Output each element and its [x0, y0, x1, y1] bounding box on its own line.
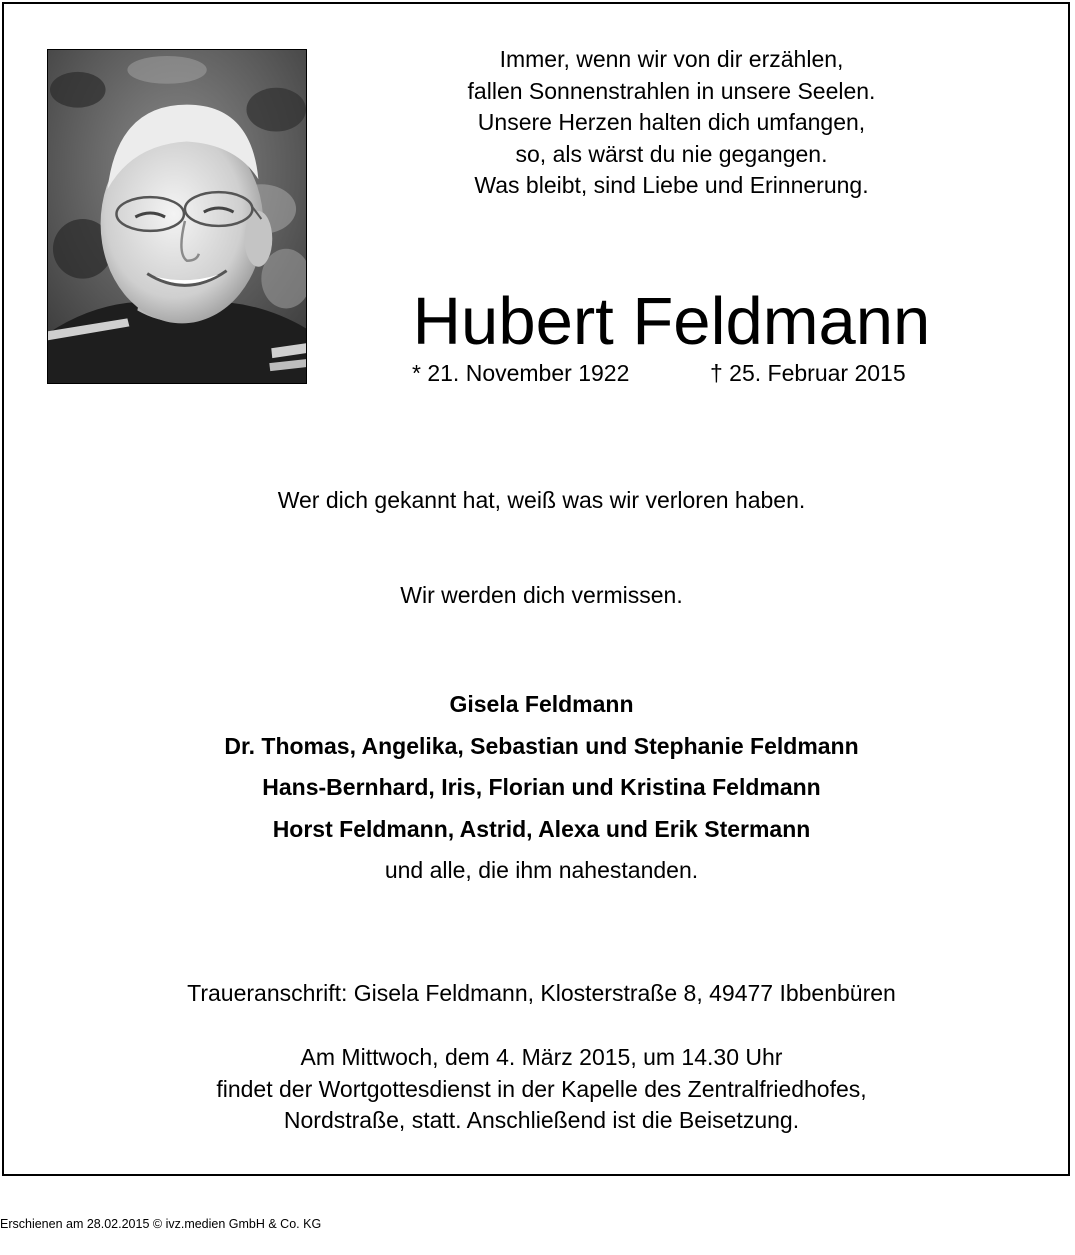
family-line: Gisela Feldmann: [449, 691, 634, 717]
family-signatures: [4, 684, 1075, 892]
service-line: findet der Wortgottesdienst in der Kapelle des Zentralfriedhofes,: [216, 1075, 867, 1102]
portrait-illustration: [48, 50, 306, 383]
service-info: [4, 1042, 1075, 1137]
family-line: Hans-Bernhard, Iris, Florian und Kristina Feldmann: [262, 774, 821, 800]
family-line: Horst Feldmann, Astrid, Alexa und Erik Stermann: [272, 815, 811, 842]
family-closing: und alle, die ihm nahestanden.: [384, 857, 699, 883]
obituary-notice: [2, 2, 1070, 1176]
publication-footer: Erschienen am 28.02.2015 © ivz.medien GmbH & Co. KG: [0, 1217, 322, 1231]
poem-line: fallen Sonnenstrahlen in unsere Seelen.: [467, 77, 876, 104]
family-line: Dr. Thomas, Angelika, Sebastian und Stephanie Feldmann: [224, 732, 859, 759]
service-line: Nordstraße, statt. Anschließend ist die Beisetzung.: [283, 1107, 800, 1133]
poem-line: Unsere Herzen halten dich umfangen,: [477, 109, 866, 135]
birth-date: * 21. November 1922: [412, 360, 630, 386]
poem: [384, 44, 959, 202]
saying-first: Wer dich gekannt hat, weiß was wir verloren haben.: [277, 487, 806, 513]
deceased-name: Hubert Feldmann: [412, 284, 931, 359]
service-line: Am Mittwoch, dem 4. März 2015, um 14.30 Uhr: [300, 1044, 783, 1070]
portrait-photo: [47, 49, 307, 384]
mourning-address: Traueranschrift: Gisela Feldmann, Klosterstraße 8, 49477 Ibbenbüren: [187, 980, 896, 1006]
poem-line: Was bleibt, sind Liebe und Erinnerung.: [474, 172, 869, 198]
saying-second: Wir werden dich vermissen.: [400, 582, 683, 608]
death-date: † 25. Februar 2015: [710, 360, 906, 386]
poem-line: Immer, wenn wir von dir erzählen,: [499, 46, 844, 72]
poem-line: so, als wärst du nie gegangen.: [515, 140, 828, 167]
